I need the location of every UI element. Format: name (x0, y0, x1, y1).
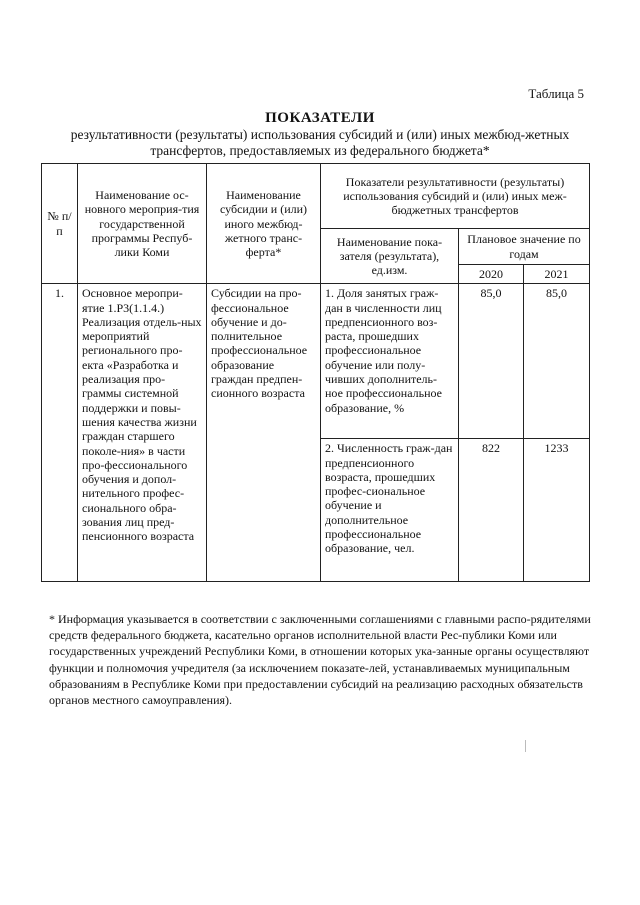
footnote: * Информация указывается в соответствии с заключенными соглашениями с главными распо-рядителями средств федерального бюджета, касательно органов исполнительной власти Рес-публики Коми или государственных учреждений Республики Коми, в отношении которых ука-занные органы осуществляют функции и полномочия учредителя (за исключением показате-лей, устанавливаемых муниципальным образованиям в Республике Коми при предоставлении субсидий на реализацию расходных обязательств органов местного самоуправления). (49, 612, 591, 708)
document-title: ПОКАЗАТЕЛИ (265, 110, 375, 126)
header-event: Наименование ос-новного мероприя-тия государственной программы Респуб-лики Коми (78, 164, 207, 284)
row-event: Основное меропри-ятие 1.Р3(1.1.4.) Реализация отдель-ных мероприятий регионального про-екта «Разработка и реализация про-граммы системной поддержки и повы-шения качества жизни граждан старшего поколе-ния» в части про-фессионального обучения и допол-нительного профес-сионального обра-зования лиц пред-пенсионного возраста (78, 284, 207, 582)
indicator-value-2021: 85,0 (524, 284, 590, 439)
header-indicator-name: Наименование пока-зателя (результата), ед.изм. (321, 229, 459, 284)
indicator-value-2020: 85,0 (459, 284, 524, 439)
indicators-table (41, 163, 590, 582)
indicator-value-2021: 1233 (524, 439, 590, 582)
scan-artifact (525, 740, 526, 752)
header-subsidy: Наименование субсидии и (или) иного межбюд-жетного транс-ферта* (207, 164, 321, 284)
header-year-2021: 2021 (524, 265, 590, 284)
header-year-2020: 2020 (459, 265, 524, 284)
table-row (42, 284, 590, 439)
indicator-name: 2. Численность граж-дан предпенсионного возраста, прошедших профес-сиональное обучение и дополнительное профессиональное образование, чел. (321, 439, 459, 582)
indicator-value-2020: 822 (459, 439, 524, 582)
row-subsidy: Субсидии на про-фессиональное обучение и до-полнительное профессиональное образование граждан предпен-сионного возраста (207, 284, 321, 582)
indicator-name: 1. Доля занятых граж-дан в численности лиц предпенсионного воз-раста, прошедших профессиональное обучение или полу-чивших дополнитель-ное профессиональное образование, % (321, 284, 459, 439)
header-planned: Плановое значение по годам (459, 229, 590, 265)
document-subtitle: результативности (результаты) использования субсидий и (или) иных межбюд-жетных трансфертов, предоставляемых из федерального бюджета* (70, 127, 570, 158)
header-num: № п/п (42, 164, 78, 284)
row-num: 1. (42, 284, 78, 582)
table-caption: Таблица 5 (528, 86, 584, 101)
header-indicators-group: Показатели результативности (результаты) использования субсидий и (или) иных меж-бюджетных трансфертов (321, 164, 590, 229)
